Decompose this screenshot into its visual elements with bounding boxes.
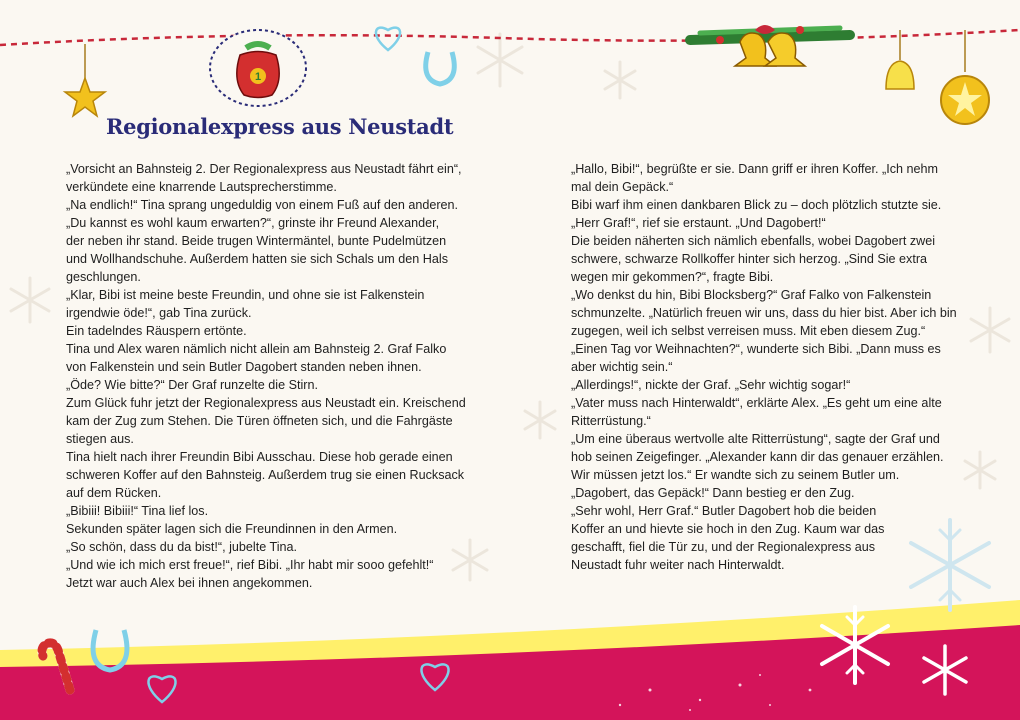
text-line: geschafft, fiel die Tür zu, und der Regionalexpress aus xyxy=(571,540,876,554)
star-ornament-icon xyxy=(65,78,105,116)
text-line: „Vater muss nach Hinterwaldt“, erklärte Alex. „Es geht um eine alte xyxy=(571,396,942,410)
text-line: wegen mir gekommen?“, fragte Bibi. xyxy=(571,270,774,284)
text-line: auf dem Rücken. xyxy=(66,486,162,500)
text-line: Ein tadelndes Räuspern ertönte. xyxy=(66,324,247,338)
text-line: geschlungen. xyxy=(66,270,141,284)
left-text-column xyxy=(66,160,466,592)
advent-day-number: 1 xyxy=(254,71,262,83)
text-line: „Sehr wohl, Herr Graf.“ Butler Dagobert hob die beiden xyxy=(571,504,877,518)
text-line: Die beiden näherten sich nämlich ebenfalls, wobei Dagobert zwei xyxy=(571,234,936,248)
text-line: „Vorsicht an Bahnsteig 2. Der Regionalexpress aus Neustadt fährt ein“, xyxy=(66,162,462,176)
text-line: irgendwie öde!“, gab Tina zurück. xyxy=(66,306,252,320)
text-line: zugegen, weil ich selbst verreisen muss. Mit eben diesem Zug.“ xyxy=(571,324,926,338)
text-line: schwere, schwarze Rollkoffer hinter sich herzog. „Sind Sie extra xyxy=(571,252,928,266)
text-line: kam der Zug zum Stehen. Die Türen öffneten sich, und die Fahrgäste xyxy=(66,414,453,428)
horseshoe-icon xyxy=(426,52,455,84)
text-line: „Und wie ich mich erst freue!“, rief Bibi. „Ihr habt mir sooo gefehlt!“ xyxy=(66,558,434,572)
text-line: stiegen aus. xyxy=(66,432,134,446)
text-line: „Wo denkst du hin, Bibi Blocksberg?“ Graf Falko von Falkenstein xyxy=(571,288,932,302)
text-line: „Einen Tag vor Weihnachten?“, wunderte sich Bibi. „Dann muss es xyxy=(571,342,941,356)
heart-icon xyxy=(376,28,400,50)
text-line: „Allerdings!“, nickte der Graf. „Sehr wichtig sogar!“ xyxy=(571,378,851,392)
text-line: Sekunden später lagen sich die Freundinnen in den Armen. xyxy=(66,522,398,536)
text-line: „Dagobert, das Gepäck!“ Dann bestieg er den Zug. xyxy=(571,486,855,500)
text-line: schweren Koffer auf den Bahnsteig. Außerdem trug sie einen Rucksack xyxy=(66,468,465,482)
text-line: verkündete eine knarrende Lautsprecherstimme. xyxy=(66,180,337,194)
text-line: „Um eine überaus wertvolle alte Ritterrüstung“, sagte der Graf und xyxy=(571,432,940,446)
text-line: „Du kannst es wohl kaum erwarten?“, grinste ihr Freund Alexander, xyxy=(66,216,440,230)
text-line: aber wichtig sein.“ xyxy=(571,360,673,374)
bottom-band xyxy=(0,600,1020,720)
text-line: Zum Glück fuhr jetzt der Regionalexpress aus Neustadt ein. Kreischend xyxy=(66,396,466,410)
text-line: Bibi warf ihm einen dankbaren Blick zu – doch plötzlich stutzte sie. xyxy=(571,198,942,212)
text-line: Tina hielt nach ihrer Freundin Bibi Ausschau. Diese hob gerade einen xyxy=(66,450,453,464)
text-line: der neben ihr stand. Beide trugen Wintermäntel, bunte Pudelmützen xyxy=(66,234,447,248)
text-line: „Herr Graf!“, rief sie erstaunt. „Und Dagobert!“ xyxy=(571,216,826,230)
text-line: hob seinen Zeigefinger. „Alexander kann dir das genauer erzählen. xyxy=(571,450,944,464)
bell-icon xyxy=(886,61,914,89)
text-line: von Falkenstein und sein Butler Dagobert standen neben ihnen. xyxy=(66,360,422,374)
text-line: „Na endlich!“ Tina sprang ungeduldig von einem Fuß auf den anderen. xyxy=(66,198,459,212)
right-text-column xyxy=(571,160,957,574)
text-line: und Wollhandschuhe. Außerdem hatten sie sich Schals um den Hals xyxy=(66,252,448,266)
text-line: „Öde? Wie bitte?“ Der Graf runzelte die Stirn. xyxy=(66,378,318,392)
text-line: Wir müssen jetzt los.“ Er wandte sich zu seinem Butler um. xyxy=(571,468,900,482)
text-line: „So schön, dass du da bist!“, jubelte Tina. xyxy=(66,540,298,554)
text-line: Neustadt fuhr weiter nach Hinterwaldt. xyxy=(571,558,785,572)
advent-sack-icon xyxy=(210,30,306,106)
text-line: Koffer an und hievte sie hoch in den Zug. Kaum war das xyxy=(571,522,885,536)
star-ornament-icon xyxy=(941,76,989,124)
text-line: Tina und Alex waren nämlich nicht allein am Bahnsteig 2. Graf Falko xyxy=(66,342,447,356)
text-line: „Hallo, Bibi!“, begrüßte er sie. Dann griff er ihren Koffer. „Ich nehm xyxy=(571,162,939,176)
text-line: Ritterrüstung.“ xyxy=(571,414,651,428)
text-line: „Bibiii! Bibiii!“ Tina lief los. xyxy=(66,504,209,518)
text-line: Jetzt war auch Alex bei ihnen angekommen. xyxy=(66,576,313,590)
text-line: „Klar, Bibi ist meine beste Freundin, und ohne sie ist Falkenstein xyxy=(66,288,425,302)
text-line: schmunzelte. „Natürlich freuen wir uns, dass du hier bist. Aber ich bin xyxy=(571,306,957,320)
text-line: mal dein Gepäck.“ xyxy=(571,180,674,194)
page-title: Regionalexpress aus Neustadt xyxy=(106,114,454,139)
